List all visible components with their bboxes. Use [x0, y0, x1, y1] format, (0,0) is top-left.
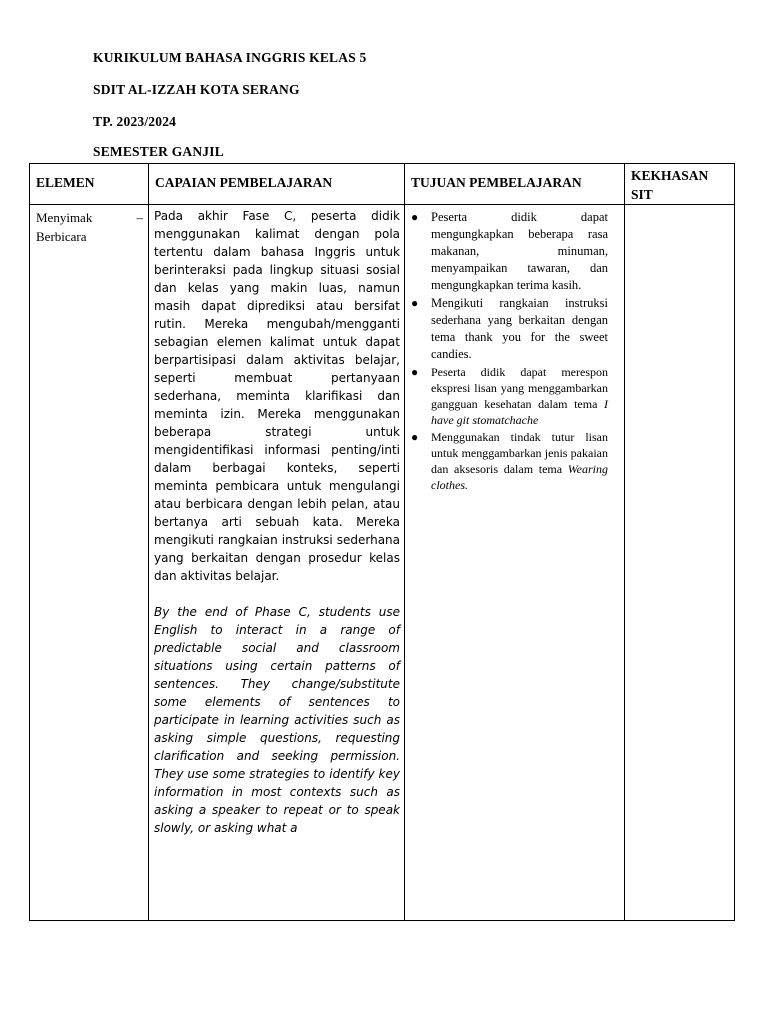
kekhasan-cell [625, 205, 735, 921]
elemen-cell [30, 205, 149, 921]
capaian-indonesian: Pada akhir Fase C, peserta didik menggunakan kalimat dengan pola tertentu dalam bahasa Inggris untuk berinteraksi pada lingkup situasi sosial dan kelas yang makin luas, namun masih dapat diprediksi atau bersifat rutin. Mereka mengubah/mengganti sebagian elemen kalimat untuk dapat berpartisipasi dalam aktivitas belajar, seperti membuat pertanyaan sederhana, meminta klarifikasi dan meminta izin. Mereka menggunakan beberapa strategi untuk mengidentifikasi informasi penting/inti dalam berbagai konteks, seperti meminta pembicara untuk mengulangi atau berbicara dengan lebih pelan, atau bertanya arti sebuah kata. Mereka mengikuti rangkaian instruksi sederhana yang berkaitan dengan prosedur kelas dan aktivitas belajar. [154, 209, 400, 583]
elemen-word-2: Berbicara [36, 229, 87, 244]
capaian-cell [149, 205, 405, 921]
bullet-icon: ● [411, 365, 419, 379]
list-item: ● Peserta didik dapat mengungkapkan beberapa rasa makanan, minuman, menyampaikan tawaran, dan mengungkapkan terima kasih. [411, 210, 608, 292]
list-item: ● Menggunakan tindak tutur lisan untuk menggambarkan jenis pakaian dan aksesoris dalam tema Wearing clothes. [411, 430, 608, 492]
tujuan-list [409, 209, 608, 493]
header-kekhasan-line2: SIT [631, 187, 653, 202]
theme-title: I have git stomatchache [431, 397, 608, 427]
header-kekhasan [625, 164, 735, 205]
bullet-icon: ● [411, 430, 419, 444]
curriculum-title: KURIKULUM BAHASA INGGRIS KELAS 5 [93, 50, 367, 65]
academic-year: TP. 2023/2024 [93, 114, 177, 129]
bullet-icon: ● [411, 296, 419, 310]
table-row [30, 205, 735, 921]
elemen-dash: – [136, 210, 143, 225]
bullet-icon: ● [411, 210, 419, 224]
semester: SEMESTER GANJIL [93, 144, 224, 159]
curriculum-table [29, 163, 735, 921]
header-capaian: CAPAIAN PEMBELAJARAN [149, 164, 405, 205]
table-header-row [30, 164, 735, 205]
header-kekhasan-line1: KEKHASAN [631, 168, 709, 183]
theme-title: Wearing clothes. [431, 462, 608, 492]
elemen-word-1: Menyimak [36, 210, 93, 225]
list-item: ● Mengikuti rangkaian instruksi sederhana yang berkaitan dengan tema thank you for the sweet candies. [411, 296, 608, 361]
capaian-english: By the end of Phase C, students use English to interact in a range of predictable social and classroom situations using certain patterns of sentences. They change/substitute some elements of sentences to participate in learning activities such as asking simple questions, requesting clarification and seeking permission. They use some strategies to identify key information in most contexts such as asking a speaker to repeat or to speak slowly, or asking what a [154, 605, 400, 835]
list-item: ● Peserta didik dapat merespon ekspresi lisan yang menggambarkan gangguan kesehatan dalam tema I have git stomatchache [411, 365, 608, 427]
school-name: SDIT AL-IZZAH KOTA SERANG [93, 82, 300, 97]
tujuan-cell [405, 205, 625, 921]
header-tujuan: TUJUAN PEMBELAJARAN [405, 164, 625, 205]
header-elemen: ELEMEN [30, 164, 149, 205]
